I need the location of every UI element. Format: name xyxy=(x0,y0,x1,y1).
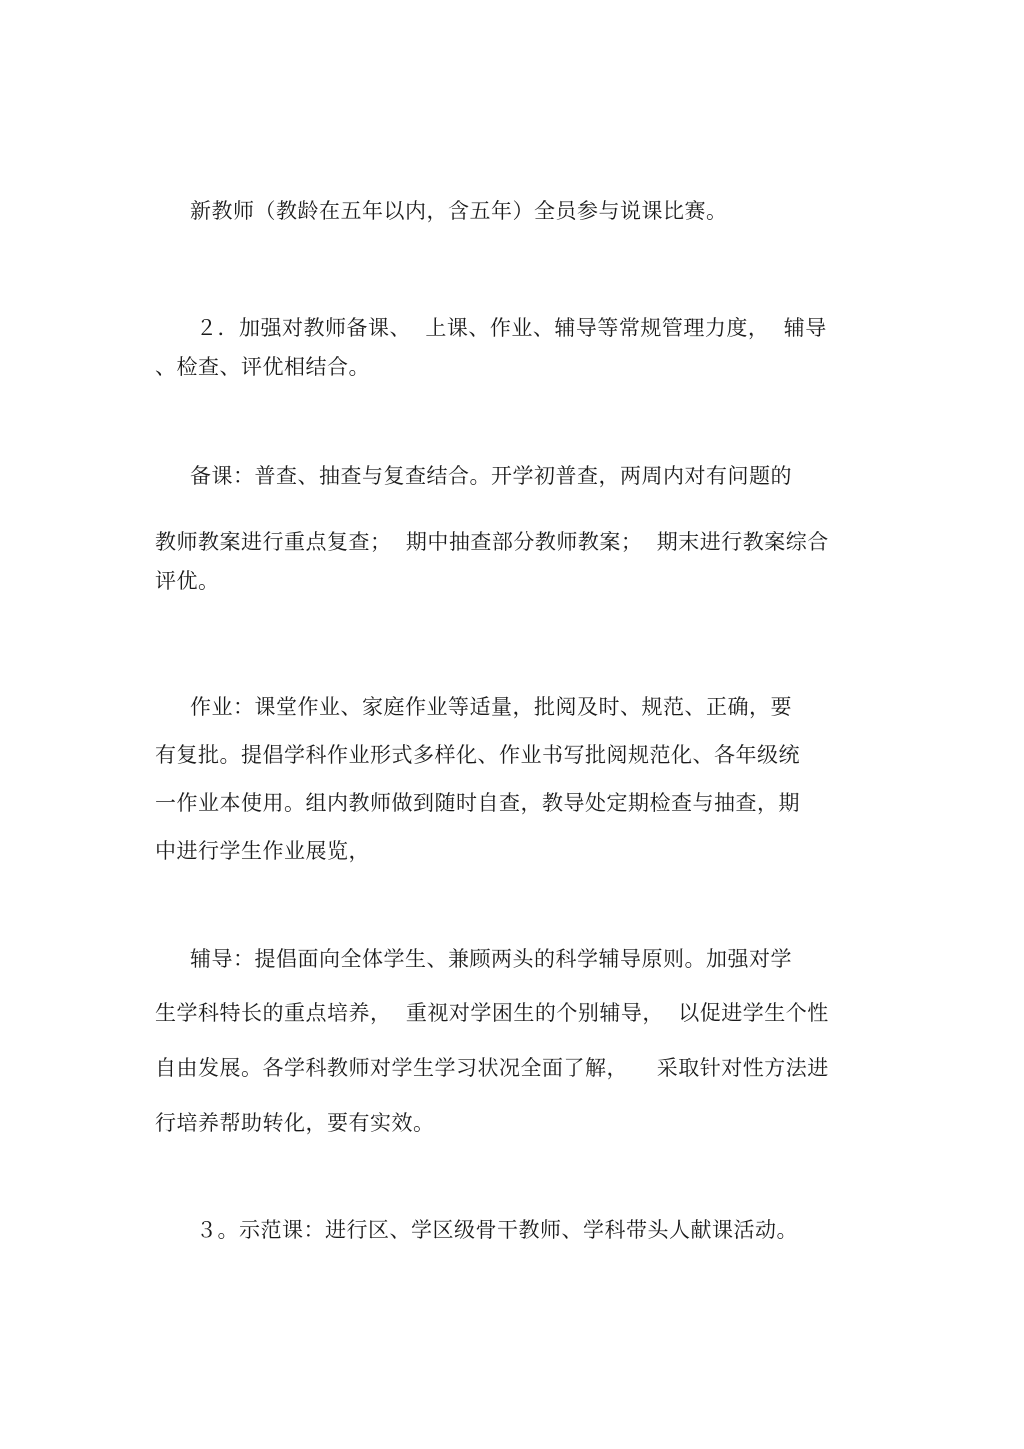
paragraph-lesson-prep-line2: 教师教案进行重点复查； 期中抽查部分教师教案； 期末进行教案综合 xyxy=(155,530,829,554)
paragraph-homework-line3: 一作业本使用。组内教师做到随时自查，教导处定期检查与抽查，期 xyxy=(155,791,800,815)
paragraph-homework-line4: 中进行学生作业展览， xyxy=(155,839,370,863)
section-3-heading: ３。示范课：进行区、学区级骨干教师、学科带头人献课活动。 xyxy=(196,1218,798,1242)
paragraph-homework-line2: 有复批。提倡学科作业形式多样化、作业书写批阅规范化、各年级统 xyxy=(155,743,800,767)
paragraph-homework: 作业：课堂作业、家庭作业等适量，批阅及时、规范、正确，要 xyxy=(190,695,792,719)
paragraph-lesson-prep-line3: 评优。 xyxy=(155,569,220,593)
section-2-heading: ２．加强对教师备课、 上课、作业、辅导等常规管理力度， 辅导 xyxy=(196,316,827,340)
paragraph-new-teachers: 新教师（教龄在五年以内，含五年）全员参与说课比赛。 xyxy=(190,199,728,223)
paragraph-lesson-prep: 备课：普查、抽查与复查结合。开学初普查，两周内对有问题的 xyxy=(190,464,792,488)
paragraph-tutoring-line2: 生学科特长的重点培养， 重视对学困生的个别辅导， 以促进学生个性 xyxy=(155,1001,829,1025)
paragraph-tutoring-line4: 行培养帮助转化，要有实效。 xyxy=(155,1111,435,1135)
section-2-heading-cont: 、检查、评优相结合。 xyxy=(155,355,370,379)
paragraph-tutoring-line3: 自由发展。各学科教师对学生学习状况全面了解， 采取针对性方法进 xyxy=(155,1056,829,1080)
paragraph-tutoring: 辅导：提倡面向全体学生、兼顾两头的科学辅导原则。加强对学 xyxy=(190,947,792,971)
